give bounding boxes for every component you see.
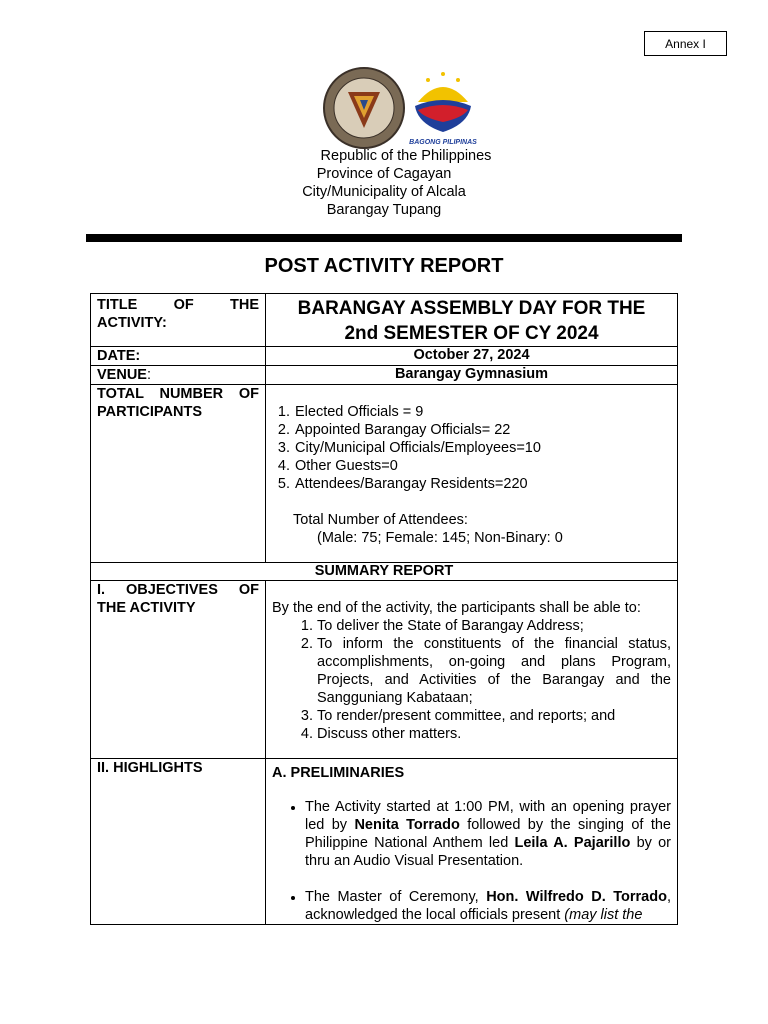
objectives-row [91, 581, 678, 759]
objective-item: 3. To render/present committee, and reports; and [317, 707, 671, 725]
participants-label: TOTAL NUMBER OF PARTICIPANTS [91, 385, 266, 563]
participant-item: 1. Elected Officials = 9 [294, 403, 671, 421]
barangay-seal-logo [324, 68, 404, 148]
participants-list [272, 403, 671, 493]
participant-item: 5. Attendees/Barangay Residents=220 [294, 475, 671, 493]
date-label: DATE: [91, 347, 266, 366]
highlight-item: • The Activity started at 1:00 PM, with an opening prayer led by Nenita Torrado followed by the singing of the Philippine National Anthem led Leila A. Pajarillo by or thru an Audio Visual Presentation. [305, 798, 671, 870]
highlights-value [266, 759, 678, 925]
objectives-intro: By the end of the activity, the participants shall be able to: [272, 600, 641, 616]
title-value-line2: 2nd SEMESTER OF CY 2024 [344, 323, 599, 344]
participant-item: 4. Other Guests=0 [294, 457, 671, 475]
participants-row [91, 385, 678, 563]
venue-row [91, 366, 678, 385]
objective-item: 4. Discuss other matters. [317, 725, 671, 743]
objectives-value [266, 581, 678, 759]
objectives-list [272, 617, 671, 743]
date-value: October 27, 2024 [266, 347, 678, 366]
total-attendees-breakdown: (Male: 75; Female: 145; Non-Binary: 0 [317, 530, 563, 546]
document-title: POST ACTIVITY REPORT [264, 255, 504, 277]
municipality-line: City/Municipality of Alcala [302, 184, 466, 200]
objective-item: 1. To deliver the State of Barangay Address; [317, 617, 671, 635]
title-row [91, 294, 678, 347]
venue-label: VENUE: [91, 366, 266, 385]
header-divider [86, 234, 682, 242]
barangay-line: Barangay Tupang [326, 202, 442, 218]
total-attendees-label: Total Number of Attendees: [293, 512, 468, 528]
bagong-pilipinas-logo [409, 72, 477, 146]
letterhead [250, 147, 518, 219]
svg-text:BAGONG PILIPINAS: BAGONG PILIPINAS [409, 139, 477, 146]
title-value [266, 294, 678, 347]
report-table [90, 293, 678, 925]
annex-label: Annex I [644, 31, 727, 56]
objective-item: 2. To inform the constituents of the financial status, accomplishments, on-going and plans Program, Projects, and Activities of the Barangay and the Sangguniang Kabataan; [317, 635, 671, 707]
title-label: TITLE OF THE ACTIVITY: [91, 294, 266, 347]
highlights-row [91, 759, 678, 925]
province-line: Province of Cagayan [316, 166, 452, 182]
summary-header-row [91, 563, 678, 581]
participant-item: 2. Appointed Barangay Officials= 22 [294, 421, 671, 439]
summary-report-heading: SUMMARY REPORT [91, 563, 678, 581]
highlights-list [272, 798, 671, 924]
participant-item: 3. City/Municipal Officials/Employees=10 [294, 439, 671, 457]
republic-line: Republic of the Philippines [320, 148, 492, 164]
title-value-line1: BARANGAY ASSEMBLY DAY FOR THE [297, 298, 646, 319]
participants-value [266, 385, 678, 563]
highlight-item: • The Master of Ceremony, Hon. Wilfredo D. Torrado, acknowledged the local officials present (may list the [305, 888, 671, 924]
objectives-label: I. OBJECTIVES OF THE ACTIVITY [91, 581, 266, 759]
date-row [91, 347, 678, 366]
highlights-label: II. HIGHLIGHTS [91, 759, 266, 925]
preliminaries-heading: A. PRELIMINARIES [272, 765, 405, 781]
header-logos [322, 66, 492, 150]
venue-value: Barangay Gymnasium [266, 366, 678, 385]
